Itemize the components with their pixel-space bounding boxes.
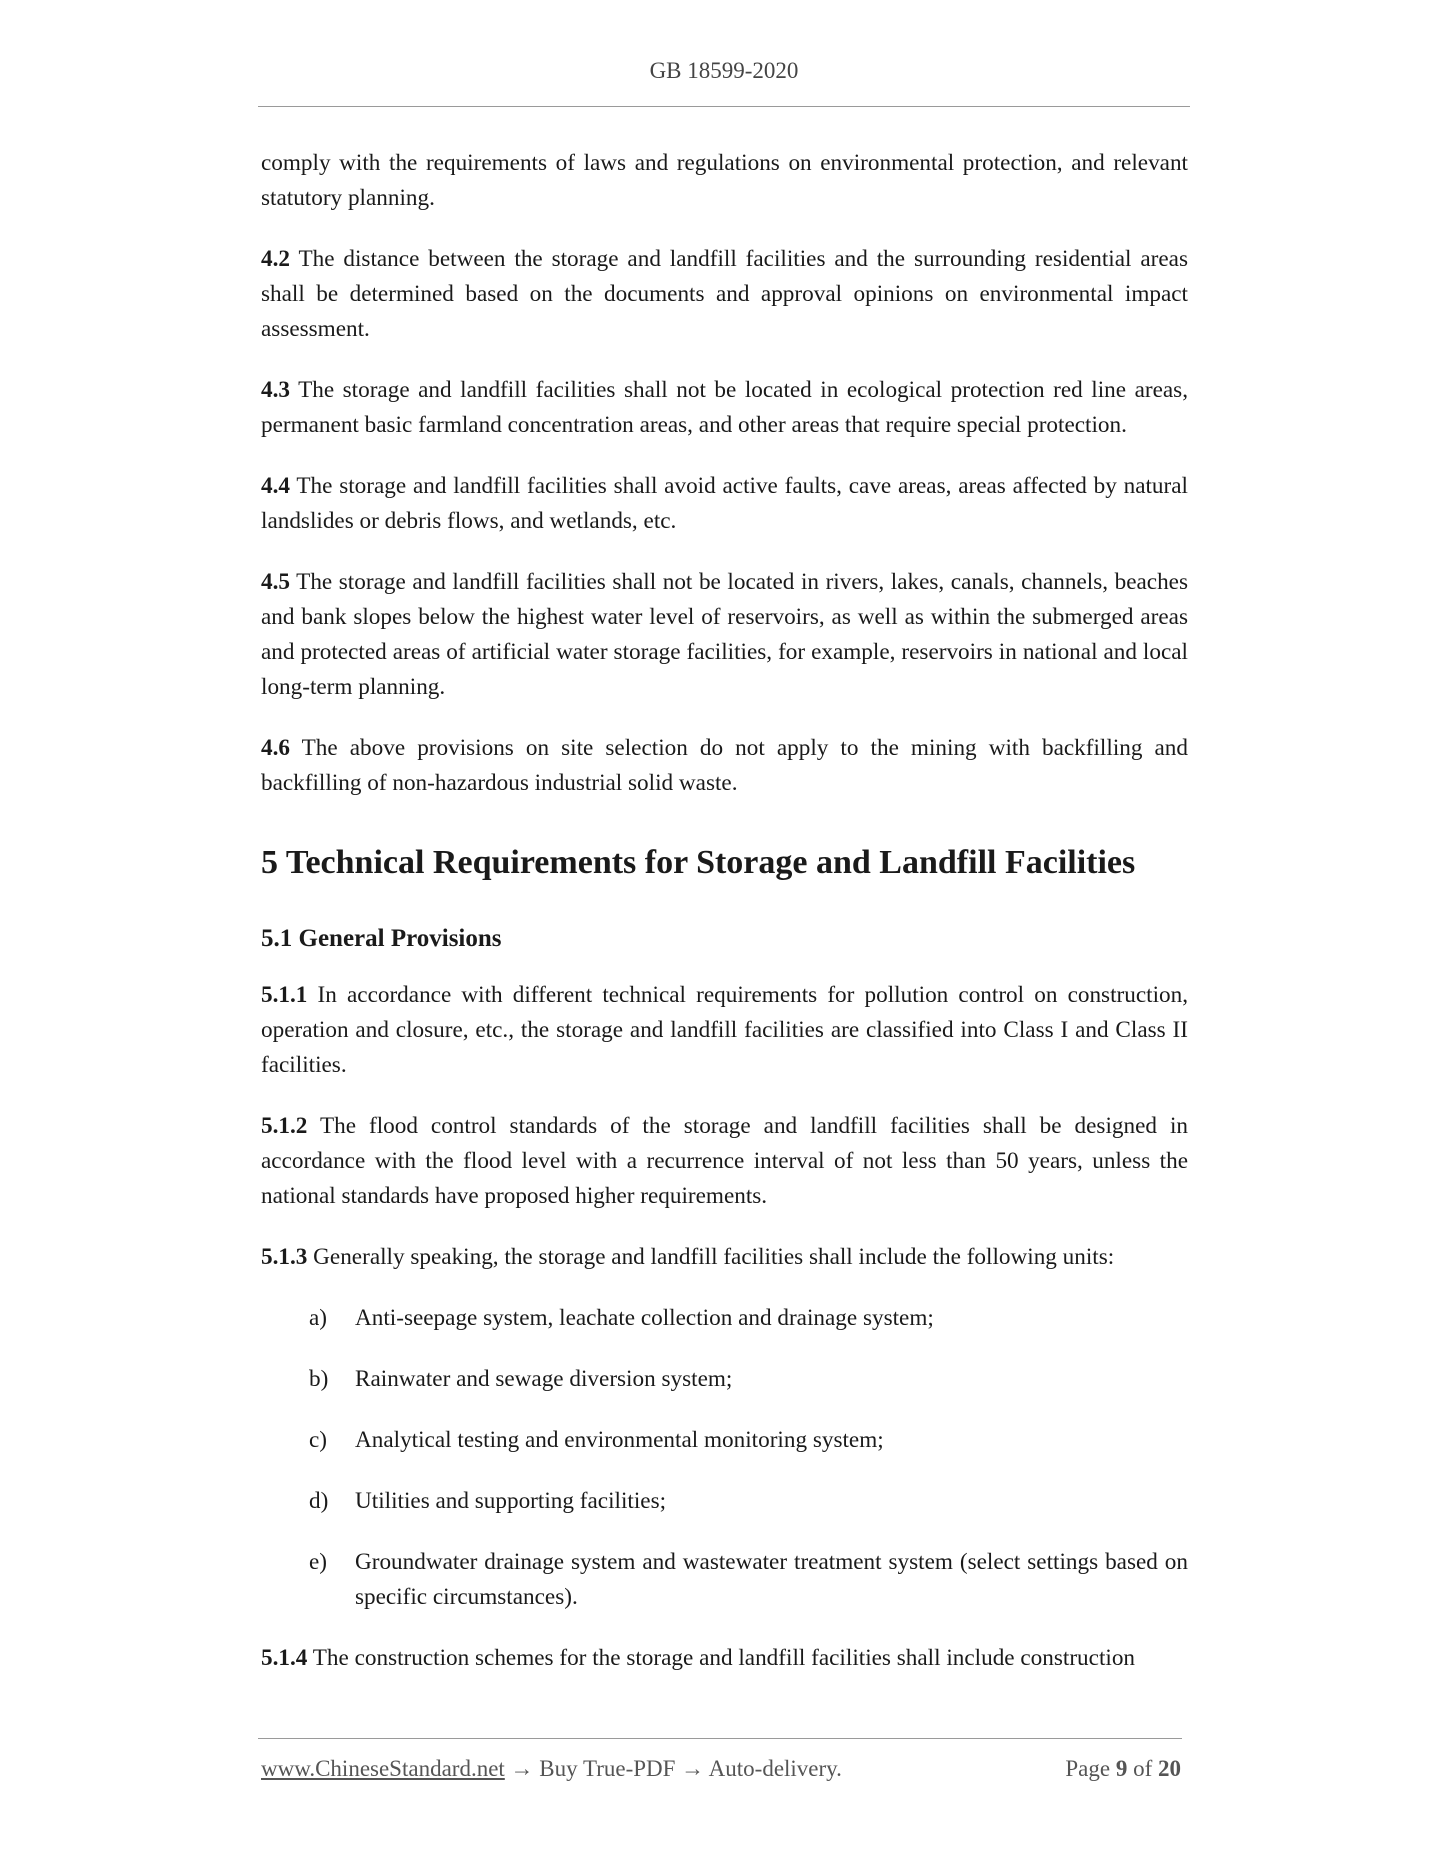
current-page: 9: [1115, 1756, 1128, 1781]
standard-id: GB 18599-2020: [649, 58, 799, 83]
paragraph-continuation: comply with the requirements of laws and regulations on environmental protection, and relevant statutory planning.: [261, 150, 1188, 211]
section-title: 5 Technical Requirements for Storage and Landfill Facilities: [261, 844, 1136, 881]
clause-number: 4.4: [261, 473, 290, 499]
list-marker: e): [309, 1549, 328, 1575]
header-divider: [258, 106, 1190, 107]
paragraph-5-1-1: 5.1.1 In accordance with different technical requirements for pollution control on construction, operation and closure, etc., the storage and landfill facilities are classified into Class I and Class II facilities.: [261, 982, 1188, 1078]
list-item: c) Analytical testing and environmental monitoring system;: [261, 1423, 1188, 1458]
list-marker: c): [309, 1427, 328, 1453]
clause-number: 4.2: [261, 246, 290, 272]
footer-divider: [258, 1738, 1182, 1739]
subsection-title: 5.1 General Provisions: [261, 925, 502, 952]
clause-number: 5.1.1: [261, 982, 308, 1008]
clause-number: 4.5: [261, 569, 290, 595]
clause-number: 5.1.4: [261, 1645, 308, 1671]
total-pages: 20: [1158, 1756, 1181, 1781]
footer-promo: [261, 1756, 842, 1782]
list-item: e) Groundwater drainage system and wastewater treatment system (select settings based on specific circumstances).: [261, 1545, 1188, 1615]
paragraph-5-1-4: 5.1.4 The construction schemes for the storage and landfill facilities shall include construction: [261, 1645, 1136, 1671]
site-link[interactable]: www.ChineseStandard.net: [261, 1756, 505, 1781]
paragraph-4-4: 4.4 The storage and landfill facilities shall avoid active faults, cave areas, areas affected by natural landslides or debris flows, and wetlands, etc.: [261, 473, 1188, 534]
clause-number: 5.1.3: [261, 1244, 308, 1270]
list-marker: b): [309, 1366, 329, 1392]
list-item: d) Utilities and supporting facilities;: [261, 1484, 1188, 1519]
list-marker: a): [309, 1305, 328, 1331]
list-item: b) Rainwater and sewage diversion system;: [261, 1362, 1188, 1397]
paragraph-4-3: 4.3 The storage and landfill facilities shall not be located in ecological protection red line areas, permanent basic farmland concentration areas, and other areas that require special protection.: [261, 377, 1188, 438]
paragraph-4-6: 4.6 The above provisions on site selection do not apply to the mining with backfilling and backfilling of non-hazardous industrial solid waste.: [261, 735, 1188, 796]
page-indicator: Page 9 of 20: [1065, 1756, 1181, 1781]
footer-tagline: → Buy True-PDF → Auto-delivery.: [504, 1756, 842, 1781]
list-marker: d): [309, 1488, 329, 1514]
page-body: [261, 146, 1188, 1702]
unit-list: [261, 1301, 1188, 1615]
clause-number: 5.1.2: [261, 1113, 308, 1139]
clause-number: 4.3: [261, 377, 290, 403]
paragraph-4-2: 4.2 The distance between the storage and landfill facilities and the surrounding residential areas shall be determined based on the documents and approval opinions on environmental impact assessment.: [261, 246, 1188, 342]
list-item: a) Anti-seepage system, leachate collection and drainage system;: [261, 1301, 1188, 1336]
clause-number: 4.6: [261, 735, 290, 761]
document-header: [258, 58, 1190, 84]
paragraph-4-5: 4.5 The storage and landfill facilities shall not be located in rivers, lakes, canals, channels, beaches and bank slopes below the highest water level of reservoirs, as well as within the submerged areas and protected areas of artificial water storage facilities, for example, reservoirs in national and local long-term planning.: [261, 569, 1188, 700]
paragraph-5-1-2: 5.1.2 The flood control standards of the storage and landfill facilities shall be designed in accordance with the flood level with a recurrence interval of not less than 50 years, unless the national standards have proposed higher requirements.: [261, 1113, 1188, 1209]
paragraph-5-1-3: 5.1.3 Generally speaking, the storage and landfill facilities shall include the following units:: [261, 1244, 1115, 1270]
